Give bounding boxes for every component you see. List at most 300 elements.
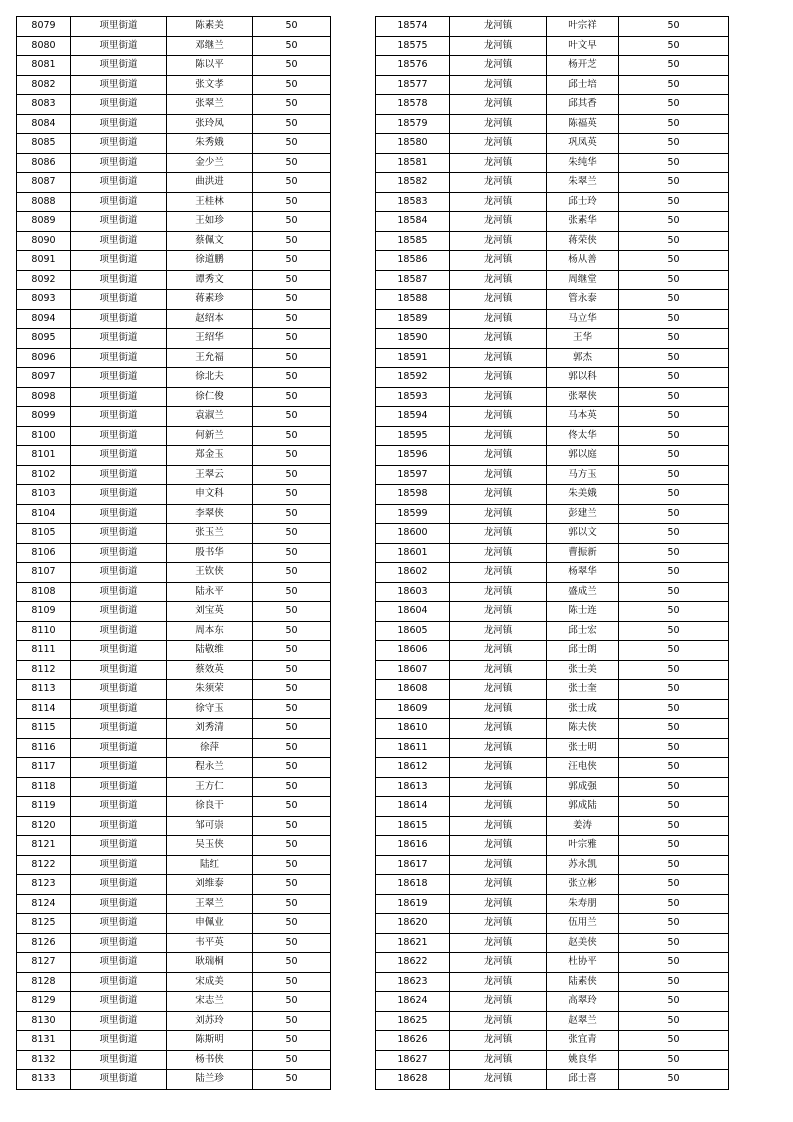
left-table-row (17, 134, 331, 154)
left-table-row (17, 641, 331, 661)
left-table-row (17, 543, 331, 563)
person-name-cell: 朱美娥 (547, 485, 619, 505)
township-cell: 龙河镇 (450, 56, 547, 76)
person-name-cell: 朱纯华 (547, 153, 619, 173)
person-name-cell: 陈福英 (547, 114, 619, 134)
amount-cell: 50 (253, 231, 331, 251)
amount-cell: 50 (253, 660, 331, 680)
serial-number-cell: 18580 (376, 134, 450, 154)
person-name-cell: 巩凤英 (547, 134, 619, 154)
serial-number-cell: 18600 (376, 524, 450, 544)
left-table-row (17, 621, 331, 641)
left-table-row (17, 894, 331, 914)
township-cell: 龙河镇 (450, 933, 547, 953)
person-name-cell: 佟太华 (547, 426, 619, 446)
person-name-cell: 叶文早 (547, 36, 619, 56)
township-cell: 项里街道 (71, 719, 167, 739)
serial-number-cell: 8111 (17, 641, 71, 661)
amount-cell: 50 (253, 387, 331, 407)
amount-cell: 50 (619, 212, 729, 232)
amount-cell: 50 (253, 368, 331, 388)
serial-number-cell: 8079 (17, 17, 71, 37)
amount-cell: 50 (253, 465, 331, 485)
township-cell: 项里街道 (71, 836, 167, 856)
amount-cell: 50 (253, 933, 331, 953)
serial-number-cell: 18603 (376, 582, 450, 602)
serial-number-cell: 8119 (17, 797, 71, 817)
serial-number-cell: 8123 (17, 875, 71, 895)
right-table-row (376, 738, 729, 758)
township-cell: 龙河镇 (450, 368, 547, 388)
person-name-cell: 伍用兰 (547, 914, 619, 934)
serial-number-cell: 18585 (376, 231, 450, 251)
township-cell: 龙河镇 (450, 855, 547, 875)
left-table-row (17, 212, 331, 232)
amount-cell: 50 (619, 56, 729, 76)
left-table-row (17, 914, 331, 934)
township-cell: 龙河镇 (450, 680, 547, 700)
left-table-row (17, 699, 331, 719)
township-cell: 项里街道 (71, 17, 167, 37)
person-name-cell: 管永泰 (547, 290, 619, 310)
serial-number-cell: 18625 (376, 1011, 450, 1031)
serial-number-cell: 18584 (376, 212, 450, 232)
serial-number-cell: 18597 (376, 465, 450, 485)
right-table-row (376, 426, 729, 446)
township-cell: 龙河镇 (450, 641, 547, 661)
serial-number-cell: 18577 (376, 75, 450, 95)
serial-number-cell: 8122 (17, 855, 71, 875)
township-cell: 项里街道 (71, 894, 167, 914)
township-cell: 龙河镇 (450, 719, 547, 739)
left-table-row (17, 602, 331, 622)
serial-number-cell: 8117 (17, 758, 71, 778)
right-table-row (376, 914, 729, 934)
amount-cell: 50 (619, 485, 729, 505)
serial-number-cell: 8125 (17, 914, 71, 934)
left-table-row (17, 173, 331, 193)
left-subsidy-table (16, 16, 331, 1090)
serial-number-cell: 8097 (17, 368, 71, 388)
amount-cell: 50 (253, 153, 331, 173)
serial-number-cell: 8102 (17, 465, 71, 485)
township-cell: 龙河镇 (450, 387, 547, 407)
township-cell: 龙河镇 (450, 602, 547, 622)
left-table-row (17, 309, 331, 329)
serial-number-cell: 18620 (376, 914, 450, 934)
person-name-cell: 蒋素珍 (167, 290, 253, 310)
serial-number-cell: 18623 (376, 972, 450, 992)
amount-cell: 50 (619, 407, 729, 427)
township-cell: 项里街道 (71, 387, 167, 407)
right-table-row (376, 134, 729, 154)
right-table-row (376, 192, 729, 212)
serial-number-cell: 18608 (376, 680, 450, 700)
amount-cell: 50 (619, 465, 729, 485)
amount-cell: 50 (619, 426, 729, 446)
serial-number-cell: 18626 (376, 1031, 450, 1051)
person-name-cell: 朱翠兰 (547, 173, 619, 193)
serial-number-cell: 18628 (376, 1070, 450, 1090)
serial-number-cell: 8107 (17, 563, 71, 583)
person-name-cell: 汪电侠 (547, 758, 619, 778)
person-name-cell: 耿瑞桐 (167, 953, 253, 973)
person-name-cell: 谭秀文 (167, 270, 253, 290)
township-cell: 龙河镇 (450, 582, 547, 602)
serial-number-cell: 18595 (376, 426, 450, 446)
serial-number-cell: 18614 (376, 797, 450, 817)
right-table-row (376, 816, 729, 836)
serial-number-cell: 8083 (17, 95, 71, 115)
serial-number-cell: 18602 (376, 563, 450, 583)
township-cell: 项里街道 (71, 777, 167, 797)
amount-cell: 50 (253, 36, 331, 56)
amount-cell: 50 (253, 485, 331, 505)
serial-number-cell: 18574 (376, 17, 450, 37)
right-table-row (376, 1031, 729, 1051)
serial-number-cell: 8089 (17, 212, 71, 232)
amount-cell: 50 (253, 563, 331, 583)
serial-number-cell: 18617 (376, 855, 450, 875)
left-table-row (17, 36, 331, 56)
amount-cell: 50 (619, 621, 729, 641)
township-cell: 项里街道 (71, 465, 167, 485)
serial-number-cell: 8120 (17, 816, 71, 836)
township-cell: 项里街道 (71, 485, 167, 505)
left-table-row (17, 738, 331, 758)
person-name-cell: 袁淑兰 (167, 407, 253, 427)
amount-cell: 50 (619, 387, 729, 407)
amount-cell: 50 (619, 1031, 729, 1051)
right-subsidy-table (375, 16, 729, 1090)
person-name-cell: 郭成强 (547, 777, 619, 797)
amount-cell: 50 (253, 992, 331, 1012)
person-name-cell: 高翠玲 (547, 992, 619, 1012)
amount-cell: 50 (619, 368, 729, 388)
amount-cell: 50 (619, 1050, 729, 1070)
person-name-cell: 宋成美 (167, 972, 253, 992)
amount-cell: 50 (619, 660, 729, 680)
serial-number-cell: 18621 (376, 933, 450, 953)
serial-number-cell: 18583 (376, 192, 450, 212)
right-table-row (376, 719, 729, 739)
serial-number-cell: 8124 (17, 894, 71, 914)
person-name-cell: 马本英 (547, 407, 619, 427)
right-table-row (376, 309, 729, 329)
township-cell: 项里街道 (71, 1050, 167, 1070)
right-table-row (376, 446, 729, 466)
amount-cell: 50 (253, 582, 331, 602)
amount-cell: 50 (253, 114, 331, 134)
township-cell: 龙河镇 (450, 1031, 547, 1051)
person-name-cell: 邱士朗 (547, 641, 619, 661)
person-name-cell: 陈夫侠 (547, 719, 619, 739)
left-table-row (17, 290, 331, 310)
left-table-row (17, 719, 331, 739)
serial-number-cell: 8116 (17, 738, 71, 758)
person-name-cell: 郭以科 (547, 368, 619, 388)
person-name-cell: 马立华 (547, 309, 619, 329)
township-cell: 龙河镇 (450, 738, 547, 758)
amount-cell: 50 (253, 777, 331, 797)
person-name-cell: 殷书华 (167, 543, 253, 563)
person-name-cell: 陆敬维 (167, 641, 253, 661)
left-table-row (17, 680, 331, 700)
serial-number-cell: 8098 (17, 387, 71, 407)
person-name-cell: 郭杰 (547, 348, 619, 368)
right-table-row (376, 777, 729, 797)
serial-number-cell: 8126 (17, 933, 71, 953)
serial-number-cell: 8105 (17, 524, 71, 544)
left-table-row (17, 992, 331, 1012)
person-name-cell: 王如珍 (167, 212, 253, 232)
township-cell: 龙河镇 (450, 36, 547, 56)
left-table-row (17, 1011, 331, 1031)
left-table-row (17, 816, 331, 836)
township-cell: 项里街道 (71, 953, 167, 973)
right-table-row (376, 563, 729, 583)
person-name-cell: 徐萍 (167, 738, 253, 758)
right-table-row (376, 75, 729, 95)
left-table-row (17, 563, 331, 583)
township-cell: 龙河镇 (450, 992, 547, 1012)
serial-number-cell: 18587 (376, 270, 450, 290)
serial-number-cell: 18610 (376, 719, 450, 739)
left-table-row (17, 153, 331, 173)
serial-number-cell: 8108 (17, 582, 71, 602)
amount-cell: 50 (253, 329, 331, 349)
left-table-row (17, 1050, 331, 1070)
township-cell: 项里街道 (71, 563, 167, 583)
amount-cell: 50 (253, 1050, 331, 1070)
left-table-row (17, 855, 331, 875)
person-name-cell: 王翠兰 (167, 894, 253, 914)
amount-cell: 50 (619, 680, 729, 700)
township-cell: 项里街道 (71, 875, 167, 895)
amount-cell: 50 (253, 17, 331, 37)
right-table-row (376, 114, 729, 134)
left-table-row (17, 368, 331, 388)
township-cell: 项里街道 (71, 153, 167, 173)
township-cell: 项里街道 (71, 1031, 167, 1051)
left-table-row (17, 348, 331, 368)
serial-number-cell: 8086 (17, 153, 71, 173)
serial-number-cell: 18609 (376, 699, 450, 719)
amount-cell: 50 (619, 524, 729, 544)
left-table-row (17, 17, 331, 37)
serial-number-cell: 18589 (376, 309, 450, 329)
township-cell: 项里街道 (71, 251, 167, 271)
person-name-cell: 王绍华 (167, 329, 253, 349)
right-table-row (376, 543, 729, 563)
amount-cell: 50 (253, 855, 331, 875)
left-table-row (17, 953, 331, 973)
amount-cell: 50 (253, 758, 331, 778)
person-name-cell: 王桂林 (167, 192, 253, 212)
person-name-cell: 杨书侠 (167, 1050, 253, 1070)
amount-cell: 50 (253, 134, 331, 154)
amount-cell: 50 (619, 36, 729, 56)
person-name-cell: 郭成陆 (547, 797, 619, 817)
person-name-cell: 蔡佩文 (167, 231, 253, 251)
township-cell: 龙河镇 (450, 290, 547, 310)
serial-number-cell: 8129 (17, 992, 71, 1012)
left-table-row (17, 758, 331, 778)
person-name-cell: 苏永凯 (547, 855, 619, 875)
township-cell: 项里街道 (71, 504, 167, 524)
amount-cell: 50 (619, 816, 729, 836)
township-cell: 项里街道 (71, 914, 167, 934)
township-cell: 项里街道 (71, 368, 167, 388)
right-table-row (376, 524, 729, 544)
serial-number-cell: 8115 (17, 719, 71, 739)
serial-number-cell: 8088 (17, 192, 71, 212)
person-name-cell: 徐仁俊 (167, 387, 253, 407)
township-cell: 龙河镇 (450, 329, 547, 349)
amount-cell: 50 (619, 641, 729, 661)
township-cell: 龙河镇 (450, 465, 547, 485)
person-name-cell: 张士奎 (547, 680, 619, 700)
left-table-row (17, 387, 331, 407)
amount-cell: 50 (619, 875, 729, 895)
amount-cell: 50 (619, 192, 729, 212)
serial-number-cell: 8128 (17, 972, 71, 992)
person-name-cell: 郑金玉 (167, 446, 253, 466)
serial-number-cell: 18586 (376, 251, 450, 271)
left-table-row (17, 407, 331, 427)
township-cell: 龙河镇 (450, 875, 547, 895)
serial-number-cell: 8110 (17, 621, 71, 641)
amount-cell: 50 (619, 446, 729, 466)
amount-cell: 50 (619, 1011, 729, 1031)
right-table-row (376, 95, 729, 115)
serial-number-cell: 8127 (17, 953, 71, 973)
person-name-cell: 朱秀娥 (167, 134, 253, 154)
person-name-cell: 陈士连 (547, 602, 619, 622)
left-table-row (17, 114, 331, 134)
amount-cell: 50 (619, 231, 729, 251)
township-cell: 项里街道 (71, 524, 167, 544)
person-name-cell: 蒋荣侠 (547, 231, 619, 251)
township-cell: 龙河镇 (450, 309, 547, 329)
left-table-row (17, 251, 331, 271)
person-name-cell: 赵绍本 (167, 309, 253, 329)
left-table-row (17, 426, 331, 446)
township-cell: 项里街道 (71, 231, 167, 251)
person-name-cell: 邱士宏 (547, 621, 619, 641)
serial-number-cell: 18622 (376, 953, 450, 973)
right-table-row (376, 270, 729, 290)
person-name-cell: 王华 (547, 329, 619, 349)
serial-number-cell: 8114 (17, 699, 71, 719)
person-name-cell: 杜协平 (547, 953, 619, 973)
right-table-row (376, 387, 729, 407)
person-name-cell: 申佩业 (167, 914, 253, 934)
person-name-cell: 陈素美 (167, 17, 253, 37)
right-table-row (376, 348, 729, 368)
right-table-row (376, 465, 729, 485)
serial-number-cell: 18601 (376, 543, 450, 563)
amount-cell: 50 (619, 855, 729, 875)
person-name-cell: 邱士玲 (547, 192, 619, 212)
township-cell: 龙河镇 (450, 1011, 547, 1031)
serial-number-cell: 8094 (17, 309, 71, 329)
serial-number-cell: 8082 (17, 75, 71, 95)
township-cell: 龙河镇 (450, 348, 547, 368)
serial-number-cell: 8106 (17, 543, 71, 563)
person-name-cell: 周继堂 (547, 270, 619, 290)
serial-number-cell: 18591 (376, 348, 450, 368)
right-table-row (376, 797, 729, 817)
left-table-row (17, 504, 331, 524)
person-name-cell: 李翠侠 (167, 504, 253, 524)
amount-cell: 50 (253, 680, 331, 700)
amount-cell: 50 (619, 719, 729, 739)
right-table-row (376, 251, 729, 271)
person-name-cell: 蔡效英 (167, 660, 253, 680)
serial-number-cell: 8132 (17, 1050, 71, 1070)
person-name-cell: 叶宗雅 (547, 836, 619, 856)
person-name-cell: 张素华 (547, 212, 619, 232)
township-cell: 龙河镇 (450, 153, 547, 173)
right-table-row (376, 836, 729, 856)
person-name-cell: 姚良华 (547, 1050, 619, 1070)
township-cell: 龙河镇 (450, 407, 547, 427)
person-name-cell: 申文科 (167, 485, 253, 505)
left-table-row (17, 465, 331, 485)
right-table-row (376, 582, 729, 602)
amount-cell: 50 (253, 309, 331, 329)
township-cell: 龙河镇 (450, 914, 547, 934)
serial-number-cell: 18592 (376, 368, 450, 388)
township-cell: 项里街道 (71, 582, 167, 602)
person-name-cell: 徐道鹏 (167, 251, 253, 271)
amount-cell: 50 (253, 504, 331, 524)
township-cell: 项里街道 (71, 1070, 167, 1090)
person-name-cell: 徐守玉 (167, 699, 253, 719)
serial-number-cell: 18606 (376, 641, 450, 661)
township-cell: 项里街道 (71, 407, 167, 427)
person-name-cell: 韦平英 (167, 933, 253, 953)
township-cell: 龙河镇 (450, 270, 547, 290)
right-table-row (376, 699, 729, 719)
amount-cell: 50 (253, 407, 331, 427)
township-cell: 项里街道 (71, 290, 167, 310)
township-cell: 项里街道 (71, 56, 167, 76)
serial-number-cell: 8100 (17, 426, 71, 446)
person-name-cell: 王翠云 (167, 465, 253, 485)
township-cell: 龙河镇 (450, 212, 547, 232)
township-cell: 项里街道 (71, 602, 167, 622)
township-cell: 项里街道 (71, 114, 167, 134)
right-table-row (376, 933, 729, 953)
amount-cell: 50 (253, 894, 331, 914)
amount-cell: 50 (253, 75, 331, 95)
right-table-row (376, 894, 729, 914)
right-table-row (376, 485, 729, 505)
serial-number-cell: 8113 (17, 680, 71, 700)
township-cell: 龙河镇 (450, 524, 547, 544)
township-cell: 项里街道 (71, 738, 167, 758)
person-name-cell: 陈以平 (167, 56, 253, 76)
township-cell: 龙河镇 (450, 660, 547, 680)
amount-cell: 50 (253, 641, 331, 661)
person-name-cell: 徐北夫 (167, 368, 253, 388)
right-table-row (376, 56, 729, 76)
amount-cell: 50 (619, 777, 729, 797)
serial-number-cell: 18604 (376, 602, 450, 622)
serial-number-cell: 8085 (17, 134, 71, 154)
